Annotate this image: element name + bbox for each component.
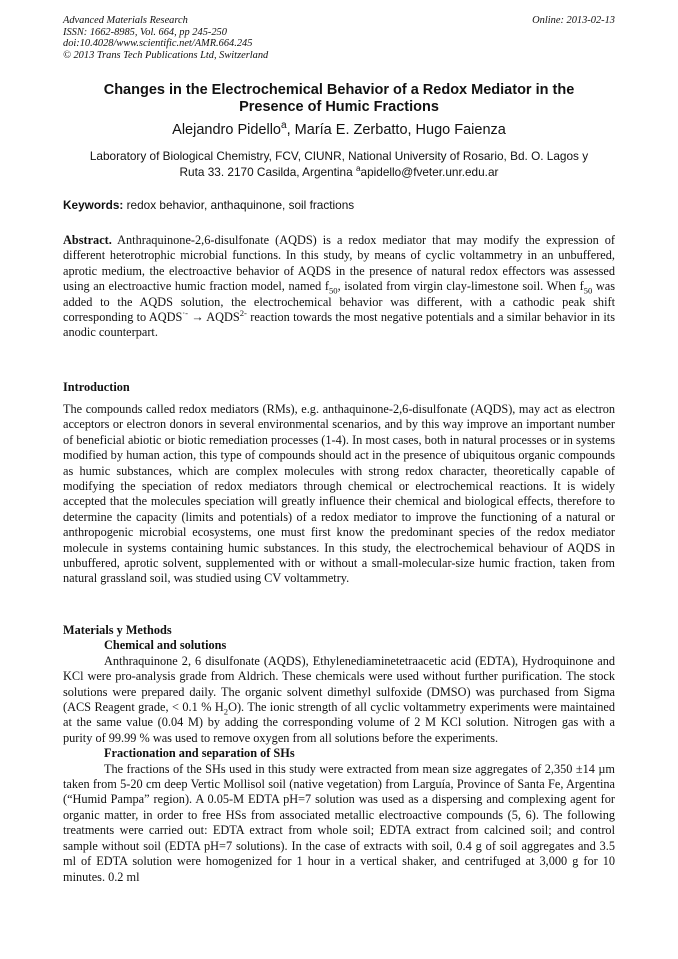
fractionation-paragraph: The fractions of the SHs used in this study were extracted from mean size aggregates of 2,350 ±14 µm taken from 5-20 cm deep Vertic Mollisol soil (native vegetation) from Larguía, Province of Santa Fe, Argentina (“Humid Pampa” region). A 0.05-M EDTA pH=7 solution was used as a dispersing and complexing agent for organic matter, in order to free HSs from associated metallic electroactive compounds (5, 6). The following treatments were carried out: EDTA extract from whole soil; EDTA extract from calcined soil; and control sample without soil (EDTA pH=7 solutions). In the case of extracts with soil, 0.4 g of soil aggregates and 3.5 ml of EDTA solution were homogenized for 1 hour in a vertical shaker, and centrifuged at 3,000 g for 10 minutes. 0.2 ml: [63, 761, 615, 884]
introduction-body: [63, 402, 615, 587]
chemicals-text-2: O). The ionic strength of all cyclic voltammetry experiments were maintained at the same value (0.04 M) by adding the corresponding volume of 2 M KCl solution. Nitrogen gas with a purity of 99.99 % was used to remove oxygen from all solutions before the experiments.: [63, 700, 615, 745]
abstract-paragraph: [63, 233, 615, 341]
keywords-label: Keywords:: [63, 198, 124, 212]
chemicals-text-1: Anthraquinone 2, 6 disulfonate (AQDS), Ethylenediaminetetraacetic acid (EDTA), Hydroquinone and KCl were pro-analysis grade from Aldrich. These chemicals were used without further purification. The stock solutions were prepared daily. The organic solvent dimethyl sulfoxide (DMSO) was purchased from Sigma (ACS Reagent grade, < 0.1 % H: [63, 653, 615, 715]
email-mark: a: [355, 164, 361, 174]
keywords: [63, 198, 615, 213]
introduction-paragraph: The compounds called redox mediators (RMs), e.g. anthaquinone-2,6-disulfonate (AQDS), may act as electron acceptors or electron donors in several environmental scenarios, and by this way improve an important number of beneficial abiotic or biotic remediation processes (1-4). In most cases, both in natural processes or in systems modified by human action, this type of compounds should act in the presence of ubiquitous organic compounds as humic substances, which are complex molecules with strong redox character, theoretically capable of modifying the speciation of redox mediators through chemical or electrochemical reactions. It is widely accepted that the molecules speciation will greatly influence their chemical and biological effects, therefore to determine the capacity (limits and potentials) of a redox mediator to improve the functioning of a natural or anthropogenic microbial ecosystems, one must first know the predominant species of the redox mediator molecule in systems containing humic substances. In this study, the electrochemical behaviour of AQDS in unbuffered, aprotic solvent, supplemented with or without a small-molecular-size humic fraction, taken from natural grassland soil, was studied using CV voltammetry.: [63, 402, 615, 586]
chemicals-sub: 2: [223, 706, 229, 717]
abstract-text-2: , isolated from virgin clay-limestone soil. When f: [337, 279, 584, 294]
affiliation-line-2: [63, 164, 615, 180]
title-line-1: Changes in the Electrochemical Behavior of a Redox Mediator in the: [103, 82, 575, 98]
copyright-line: © 2013 Trans Tech Publications Ltd, Switzerland: [63, 49, 269, 61]
journal-header: [63, 15, 615, 61]
abstract-sub-1: 50: [328, 285, 338, 296]
affiliation: [63, 148, 615, 180]
methods-heading: Materials y Methods: [63, 623, 172, 637]
chemicals-paragraph: [63, 654, 615, 746]
affiliation-line-1: Laboratory of Biological Chemistry, FCV, CIUNR, National University of Rosario, Bd. O. Lagos y: [89, 149, 589, 163]
subheading-chemicals: Chemical and solutions: [104, 638, 227, 653]
abstract-sub-2: 50: [583, 285, 593, 296]
author-list: [63, 122, 615, 139]
abstract-text-3: was added to the AQDS solution, the electrochemical behavior was different, with a cathodic peak shift corresponding to AQDS: [63, 279, 616, 325]
abstract-arrow-text: → AQDS: [188, 310, 240, 325]
methods-section: [63, 623, 615, 885]
abstract: [63, 233, 615, 341]
other-authors: , María E. Zerbatto, Hugo Faienza: [286, 122, 506, 138]
abstract-text-1: Anthraquinone-2,6-disulfonate (AQDS) is a redox mediator that may modify the expression of different heterotrophic microbial functions. In this study, by means of cyclic voltammetry in an unbuffered, aprotic medium, the electroactive behavior of AQDS in the presence of natural redox effectors was assessed using an electroactive humic fraction model, named f: [63, 233, 615, 294]
affiliation-address: Ruta 33. 2170 Casilda, Argentina: [179, 165, 356, 179]
author-1: Alejandro Pidello: [172, 122, 281, 138]
doi-line: doi:10.4028/www.scientific.net/AMR.664.245: [63, 38, 253, 50]
keywords-text: redox behavior, anthaquinone, soil fractions: [123, 198, 355, 212]
journal-name: Advanced Materials Research: [63, 15, 188, 26]
introduction-heading: Introduction: [63, 380, 130, 394]
online-date: Online: 2013-02-13: [532, 15, 615, 26]
title-line-2: Presence of Humic Fractions: [239, 99, 439, 115]
subheading-fractionation: Fractionation and separation of SHs: [104, 746, 295, 761]
abstract-sup-2: 2-: [239, 307, 247, 318]
issn-line: ISSN: 1662-8985, Vol. 664, pp 245-250: [63, 26, 227, 38]
abstract-text-4: reaction towards the most negative potentials and a similar behavior in its anodic counterpart.: [63, 310, 615, 340]
paper-title: [63, 82, 615, 116]
author-1-mark: a: [280, 120, 287, 132]
abstract-sup-1: ·-: [182, 307, 189, 318]
author-email[interactable]: apidello@fveter.unr.edu.ar: [360, 165, 499, 179]
abstract-label: Abstract.: [63, 233, 112, 247]
